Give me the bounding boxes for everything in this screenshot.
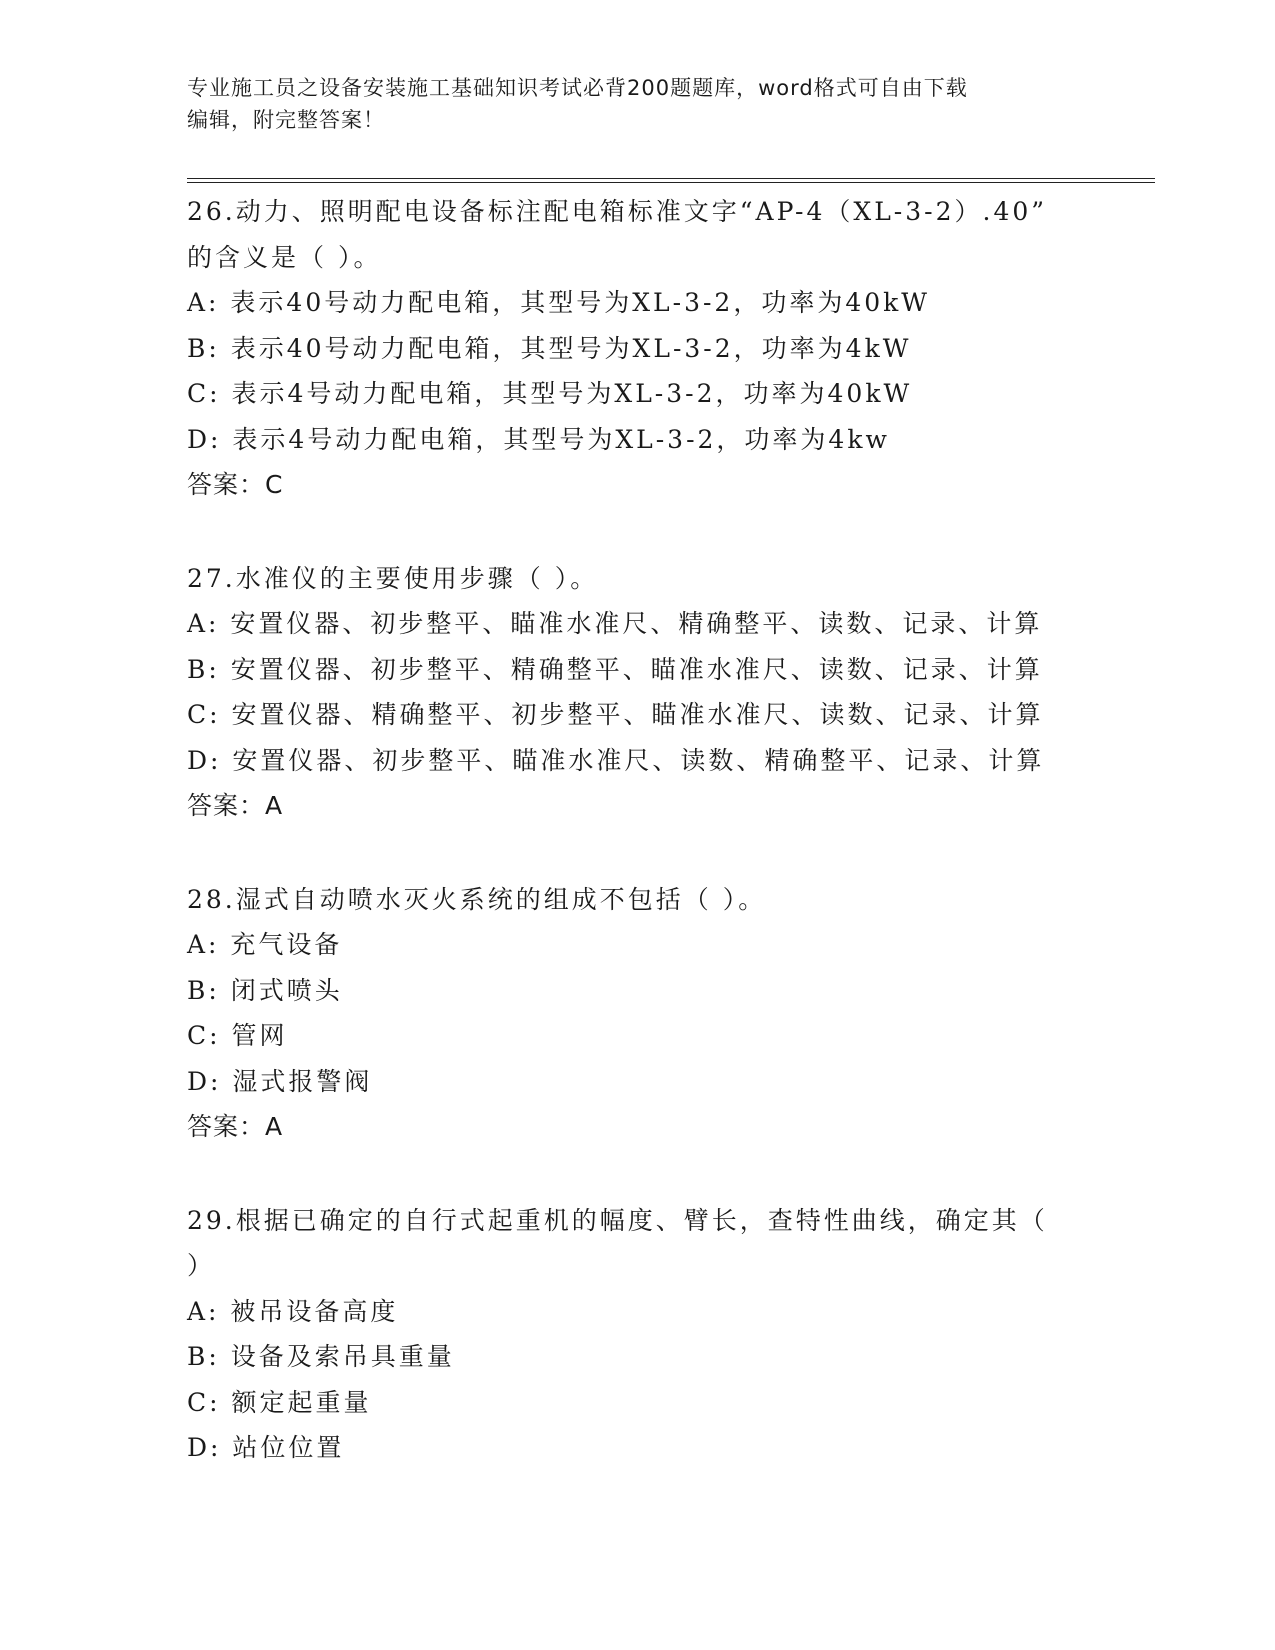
- answer: 答案：A: [187, 1112, 284, 1141]
- header-line-1: 专业施工员之设备安装施工基础知识考试必背200题题库，word格式可自由下载: [187, 76, 968, 100]
- option-b: B: 设备及索吊具重量: [187, 1342, 455, 1371]
- option-a: A: 被吊设备高度: [187, 1296, 399, 1326]
- option-d: D: 表示4号动力配电箱，其型号为XL-3-2，功率为4kw: [187, 424, 890, 454]
- question-stem: 的含义是（ ）。: [187, 242, 382, 272]
- option-c: C: 管网: [187, 1021, 288, 1050]
- question-26: [187, 189, 1107, 508]
- option-c: C: 表示4号动力配电箱，其型号为XL-3-2，功率为40kW: [187, 379, 913, 408]
- option-d: D: 站位位置: [187, 1433, 345, 1462]
- question-stem: 27.水准仪的主要使用步骤（ ）。: [187, 563, 599, 593]
- option-c: C: 安置仪器、精确整平、初步整平、瞄准水准尺、读数、记录、计算: [187, 700, 1044, 729]
- question-stem: ）: [187, 1251, 216, 1280]
- option-a: A: 充气设备: [187, 930, 343, 959]
- answer: 答案：A: [187, 791, 284, 820]
- answer: 答案：C: [187, 470, 284, 499]
- option-d: D: 湿式报警阀: [187, 1066, 373, 1096]
- option-b: B: 安置仪器、初步整平、精确整平、瞄准水准尺、读数、记录、计算: [187, 654, 1043, 684]
- option-a: A: 表示40号动力配电箱，其型号为XL-3-2，功率为40kW: [187, 288, 930, 317]
- header-divider: [187, 178, 1155, 183]
- question-27: [187, 556, 1107, 829]
- option-b: B: 表示40号动力配电箱，其型号为XL-3-2，功率为4kW: [187, 333, 912, 363]
- option-b: B: 闭式喷头: [187, 975, 343, 1005]
- question-stem: 26.动力、照明配电设备标注配电箱标准文字“AP-4（XL-3-2）.40”: [187, 197, 1048, 226]
- question-28: [187, 877, 1107, 1150]
- option-c: C: 额定起重量: [187, 1387, 372, 1417]
- header-line-2: 编辑，附完整答案！: [187, 108, 385, 132]
- question-stem: 28.湿式自动喷水灭火系统的组成不包括（ ）。: [187, 884, 767, 914]
- question-stem: 29.根据已确定的自行式起重机的幅度、臂长，查特性曲线，确定其（: [187, 1205, 1048, 1235]
- option-a: A: 安置仪器、初步整平、瞄准水准尺、精确整平、读数、记录、计算: [187, 609, 1043, 638]
- document-header: [187, 72, 1067, 136]
- question-29: [187, 1198, 1107, 1471]
- option-d: D: 安置仪器、初步整平、瞄准水准尺、读数、精确整平、记录、计算: [187, 745, 1045, 775]
- question-list: [187, 189, 1107, 1519]
